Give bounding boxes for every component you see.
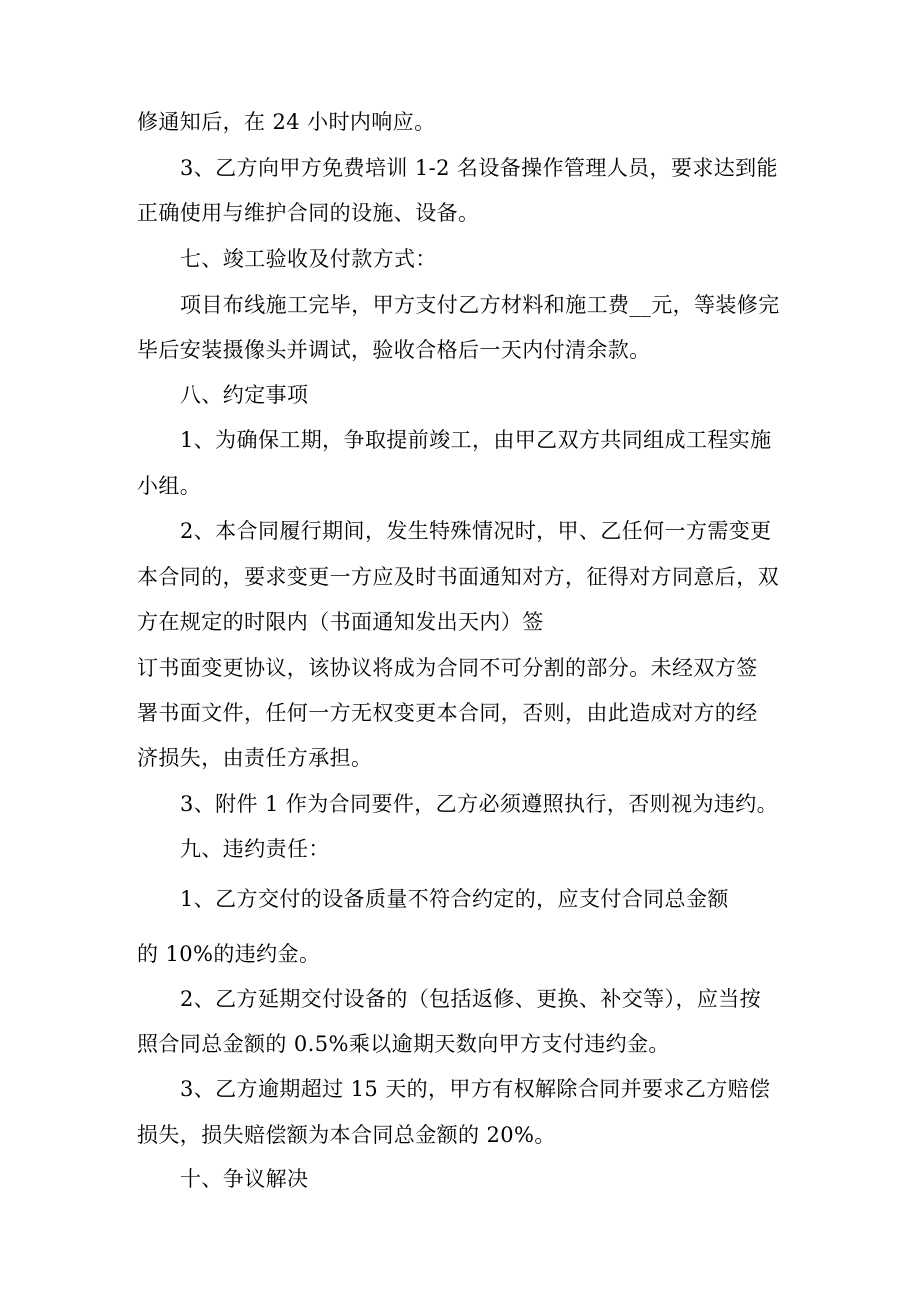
section-heading: 七、竣工验收及付款方式： xyxy=(180,247,437,271)
text-line: 的 10%的违约金。 xyxy=(137,942,321,966)
text-line: 修通知后，在 24 小时内响应。 xyxy=(137,110,436,134)
text-line: 1、乙方交付的设备质量不符合约定的，应支付合同总金额 xyxy=(180,887,729,911)
text-line: 2、本合同履行期间，发生特殊情况时，甲、乙任何一方需变更 xyxy=(180,519,772,543)
text-line: 本合同的，要求变更一方应及时书面通知对方，征得对方同意后，双 xyxy=(137,565,779,589)
text-line: 小组。 xyxy=(137,474,202,498)
text-line: 2、乙方延期交付设备的（包括返修、更换、补交等），应当按 xyxy=(180,987,762,1011)
text-line: 署书面文件，任何一方无权变更本合同，否则，由此造成对方的经 xyxy=(137,701,758,725)
section-heading: 十、争议解决 xyxy=(180,1167,309,1191)
text-line: 项目布线施工完毕，甲方支付乙方材料和施工费__元，等装修完 xyxy=(180,293,780,317)
text-line: 3、乙方向甲方免费培训 1-2 名设备操作管理人员，要求达到能 xyxy=(180,156,778,180)
section-heading: 八、约定事项 xyxy=(180,383,309,407)
text-line: 订书面变更协议，该协议将成为合同不可分割的部分。未经双方签 xyxy=(137,656,758,680)
text-line: 3、附件 1 作为合同要件，乙方必须遵照执行，否则视为违约。 xyxy=(180,792,779,816)
text-line: 毕后安装摄像头并调试，验收合格后一天内付清余款。 xyxy=(137,338,651,362)
section-heading: 九、违约责任： xyxy=(180,837,330,861)
text-line: 方在规定的时限内（书面通知发出天内）签 xyxy=(137,610,544,634)
text-line: 济损失，由责任方承担。 xyxy=(137,746,373,770)
text-line: 照合同总金额的 0.5%乘以逾期天数向甲方支付违约金。 xyxy=(137,1032,670,1056)
text-line: 正确使用与维护合同的设施、设备。 xyxy=(137,201,480,225)
text-line: 1、为确保工期，争取提前竣工，由甲乙双方共同组成工程实施 xyxy=(180,428,772,452)
text-line: 3、乙方逾期超过 15 天的，甲方有权解除合同并要求乙方赔偿 xyxy=(180,1077,771,1101)
text-line: 损失，损失赔偿额为本合同总金额的 20%。 xyxy=(137,1123,556,1147)
